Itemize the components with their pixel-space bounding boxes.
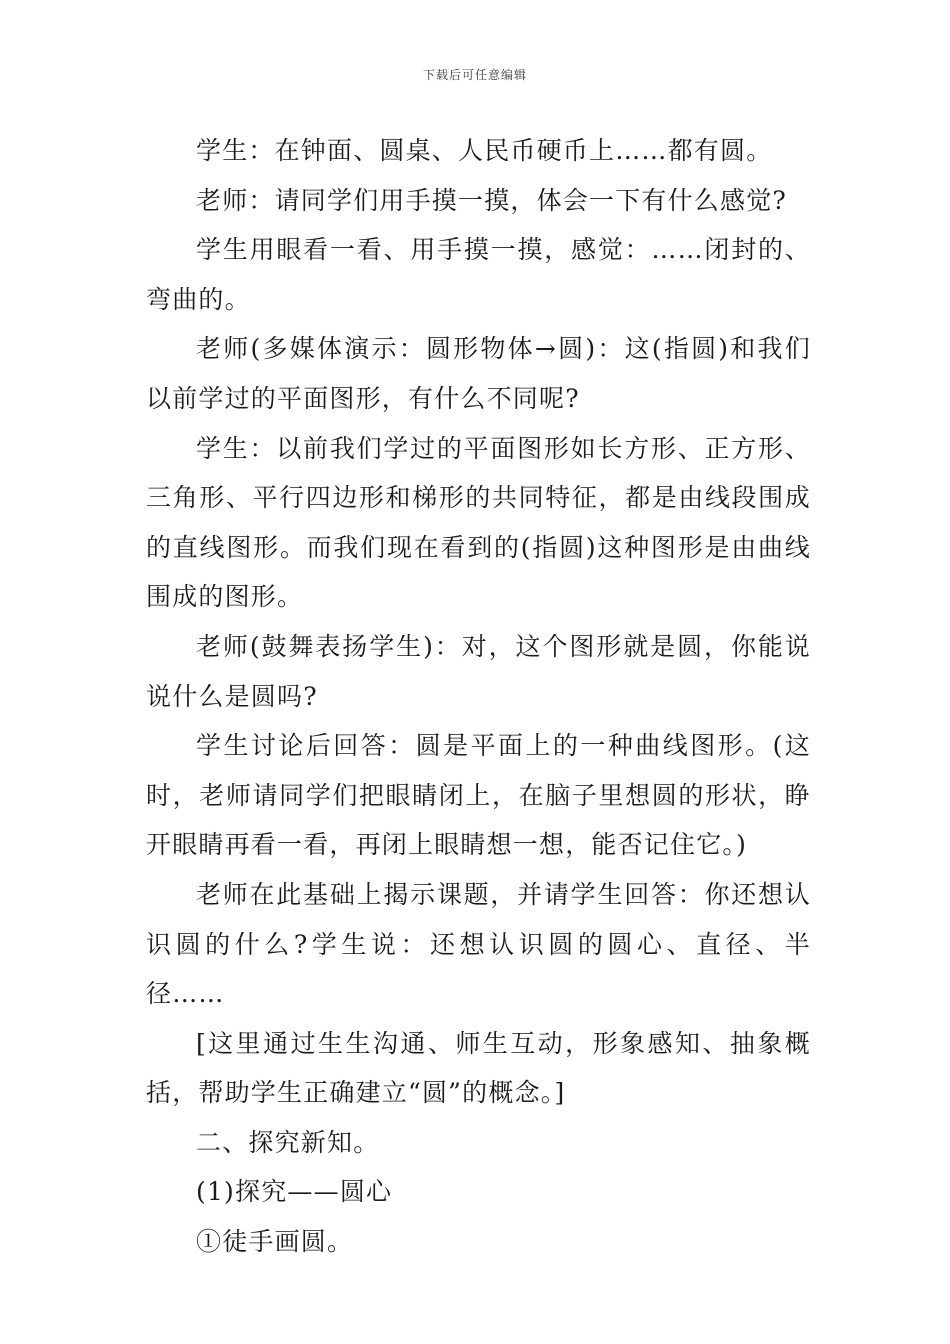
- paragraph: 老师(鼓舞表扬学生)：对，这个图形就是圆，你能说说什么是圆吗?: [146, 631, 811, 711]
- document-body: [146, 126, 811, 1267]
- paragraph: 学生讨论后回答：圆是平面上的一种曲线图形。(这时，老师请同学们把眼睛闭上，在脑子里想圆的形状，睁开眼睛再看一看，再闭上眼睛想一想，能否记住它。): [146, 731, 811, 860]
- section-heading: 二、探究新知。: [196, 1127, 380, 1157]
- subsection-heading: (1)探究——圆心: [196, 1177, 393, 1207]
- paragraph: 老师在此基础上揭示课题，并请学生回答：你还想认识圆的什么?学生说：还想认识圆的圆心、直径、半径……: [146, 879, 811, 1009]
- step-item: ①徒手画圆。: [196, 1227, 354, 1257]
- paragraph: 学生：在钟面、圆桌、人民币硬币上……都有圆。: [196, 136, 773, 165]
- paragraph: [这里通过生生沟通、师生互动，形象感知、抽象概括，帮助学生正确建立“圆”的概念。]: [146, 1028, 811, 1108]
- page-header: 下载后可任意编辑: [422, 68, 527, 82]
- paragraph: 学生：以前我们学过的平面图形如长方形、正方形、三角形、平行四边形和梯形的共同特征，都是由线段围成的直线图形。而我们现在看到的(指圆)这种图形是由曲线围成的图形。: [146, 433, 811, 612]
- paragraph: 学生用眼看一看、用手摸一摸，感觉：……闭封的、弯曲的。: [146, 235, 811, 314]
- paragraph: 老师：请同学们用手摸一摸，体会一下有什么感觉?: [196, 185, 788, 215]
- paragraph: 老师(多媒体演示：圆形物体→圆)：这(指圆)和我们以前学过的平面图形，有什么不同呢?: [146, 334, 811, 413]
